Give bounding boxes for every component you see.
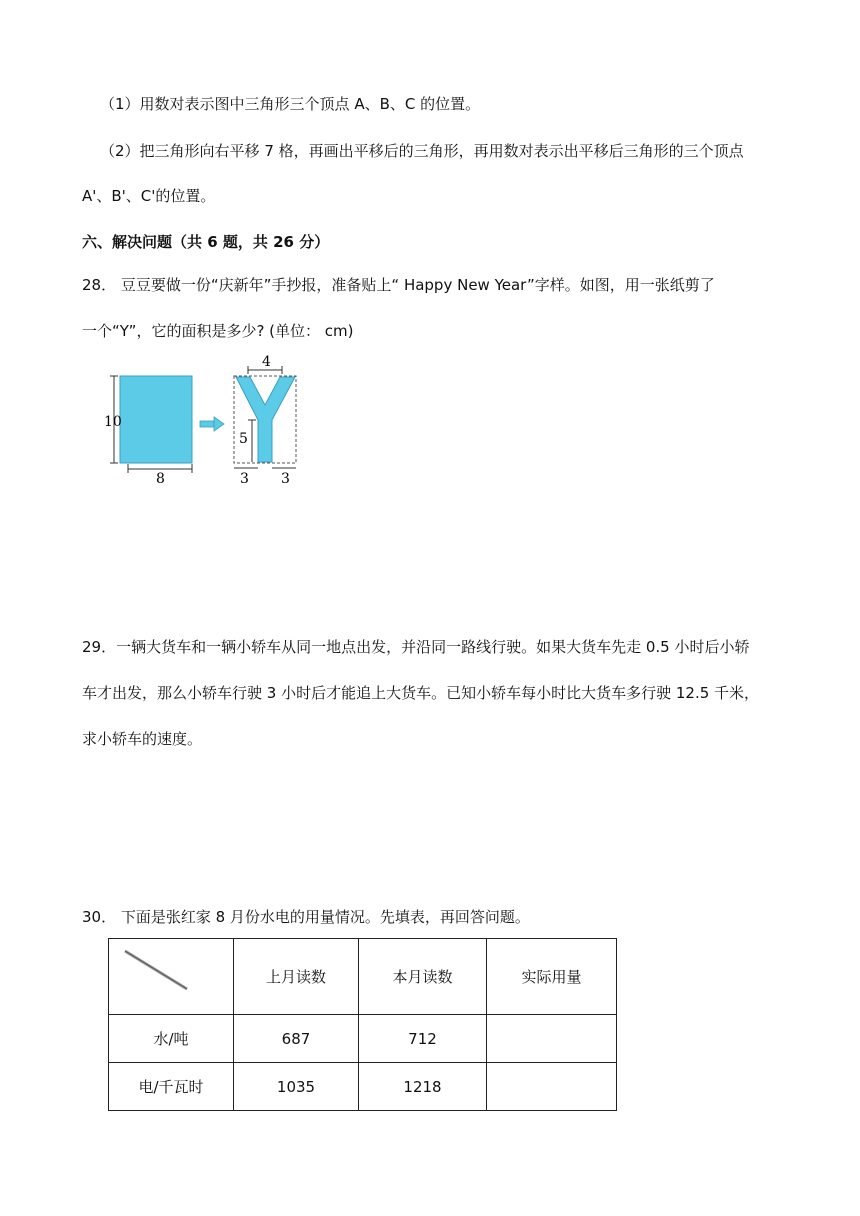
row-label: 电/千瓦时 bbox=[109, 1063, 234, 1111]
arrow-icon-head bbox=[214, 417, 224, 431]
q29-line3: 求小轿车的速度。 bbox=[82, 730, 203, 748]
diagonal-header-cell bbox=[109, 939, 234, 1015]
y-cutout-figure bbox=[100, 350, 310, 490]
header-last-month: 上月读数 bbox=[234, 939, 359, 1015]
q28-line2: 一个“Y”，它的面积是多少? (单位： cm) bbox=[82, 322, 354, 340]
table-row bbox=[109, 1063, 617, 1111]
section-6-title: 六、解决问题（共 6 题，共 26 分） bbox=[82, 233, 330, 251]
rect-height-label: 10 bbox=[104, 414, 122, 430]
cell-last-reading: 1035 bbox=[234, 1063, 359, 1111]
q29-line1: 29．一辆大货车和一辆小轿车从同一地点出发，并沿同一路线行驶。如果大货车先走 0.5 小时后小轿 bbox=[82, 638, 750, 656]
stem-height-label: 5 bbox=[239, 431, 248, 447]
sub-question-2: （2）把三角形向右平移 7 格，再画出平移后的三角形，再用数对表示出平移后三角形的三个顶点 bbox=[100, 142, 744, 160]
water-electricity-table bbox=[108, 938, 617, 1111]
sub-question-1: （1）用数对表示图中三角形三个顶点 A、B、C 的位置。 bbox=[100, 95, 481, 113]
sub-question-2-cont: A'、B'、C'的位置。 bbox=[82, 187, 216, 205]
cell-last-reading: 687 bbox=[234, 1015, 359, 1063]
diagonal-line-icon bbox=[109, 939, 233, 1010]
bottom-left-label: 3 bbox=[240, 471, 249, 487]
cell-this-reading: 712 bbox=[359, 1015, 487, 1063]
q29-line2: 车才出发，那么小轿车行驶 3 小时后才能追上大货车。已知小轿车每小时比大货车多行驶 12.5 千米， bbox=[82, 684, 760, 702]
cell-actual-usage[interactable] bbox=[487, 1063, 617, 1111]
arrow-icon-shaft bbox=[200, 421, 214, 427]
row-label: 水/吨 bbox=[109, 1015, 234, 1063]
cell-actual-usage[interactable] bbox=[487, 1015, 617, 1063]
rect-width-label: 8 bbox=[156, 471, 165, 487]
table-header-row bbox=[109, 939, 617, 1015]
header-this-month: 本月读数 bbox=[359, 939, 487, 1015]
paper-rectangle bbox=[120, 376, 192, 463]
q28-line1: 28． 豆豆要做一份“庆新年”手抄报，准备贴上“ Happy New Year”字样。如图，用一张纸剪了 bbox=[82, 276, 715, 294]
q30-line1: 30． 下面是张红家 8 月份水电的用量情况。先填表，再回答问题。 bbox=[82, 908, 530, 926]
y-shape bbox=[236, 377, 295, 462]
top-width-label: 4 bbox=[262, 354, 271, 370]
cell-this-reading: 1218 bbox=[359, 1063, 487, 1111]
header-actual-usage: 实际用量 bbox=[487, 939, 617, 1015]
table-row bbox=[109, 1015, 617, 1063]
bottom-right-label: 3 bbox=[281, 471, 290, 487]
